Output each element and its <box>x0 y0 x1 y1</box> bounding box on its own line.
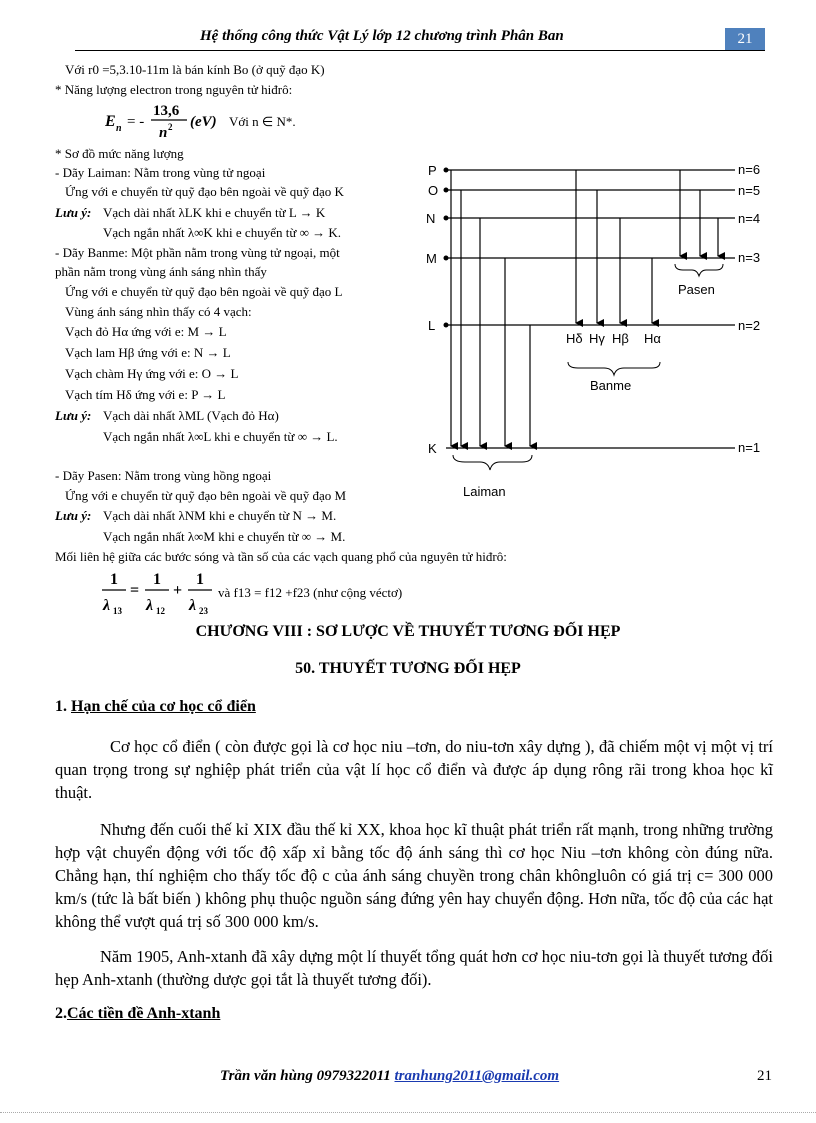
level-n2: n=2 <box>738 318 761 333</box>
h-alpha-line: Vạch đỏ Hα ứng với e: M → L <box>65 324 227 339</box>
h-gamma-label: Hγ <box>589 331 605 346</box>
svg-text:=: = <box>130 582 140 599</box>
svg-text:+: + <box>173 582 183 599</box>
level-letter-o: O <box>428 183 439 198</box>
lyman-brace <box>453 455 532 470</box>
svg-text:1: 1 <box>110 571 118 588</box>
level-n4: n=4 <box>738 211 761 226</box>
header-title: Hệ thống công thức Vật Lý lớp 12 chương trình Phân Ban <box>200 28 564 44</box>
svg-text:1: 1 <box>196 571 204 588</box>
lesson-title: 50. THUYẾT TƯƠNG ĐỐI HẸP <box>295 660 521 677</box>
paschen-brace <box>675 264 723 276</box>
level-letter-n: N <box>426 211 436 226</box>
visible-lines-heading: Vùng ánh sáng nhìn thấy có 4 vạch: <box>65 304 252 319</box>
level-letter-l: L <box>428 318 436 333</box>
svg-text:12: 12 <box>156 606 165 616</box>
energy-heading: * Năng lượng electron trong nguyên tử hiđrô: <box>55 82 293 97</box>
lyman-transition: Ứng với e chuyển từ quỹ đạo bên ngoài về quỹ đạo K <box>65 184 344 199</box>
paschen-transition: Ứng với e chuyển từ quỹ đạo bên ngoài về quỹ đạo M <box>65 488 347 503</box>
footer-email-link[interactable]: tranhung2011@gmail.com <box>394 1068 560 1084</box>
balmer-desc-cont: phần nằm trong vùng ánh sáng nhìn thấy <box>55 264 267 279</box>
lyman-shortest: Vạch ngắn nhất λ∞K khi e chuyển từ ∞ → K. <box>103 225 342 240</box>
level-letter-k: K <box>428 441 437 456</box>
level-letter-p: P <box>428 163 437 178</box>
balmer-label: Banme <box>590 378 632 393</box>
header-page-badge: 21 <box>725 28 765 50</box>
bohr-radius-line: Với r0 =5,3.10-11m là bán kính Bo (ở quỹ đạo K) <box>65 62 325 77</box>
lyman-label: Laiman <box>463 484 506 499</box>
level-letter-m: M <box>426 251 437 266</box>
svg-text:λ: λ <box>103 597 111 614</box>
relation-heading: Mối liên hệ giữa các bước sóng và tần số của các vạch quang phổ của nguyên tử hiđrô: <box>55 549 507 564</box>
section-2-number: 2. <box>55 1005 67 1022</box>
h-alpha-label: Hα <box>644 331 661 346</box>
level-n6: n=6 <box>738 162 761 177</box>
h-beta-line: Vạch lam Hβ ứng với e: N → L <box>65 345 231 360</box>
balmer-longest: Vạch dài nhất λML (Vạch đỏ Hα) <box>103 408 279 423</box>
svg-text:n: n <box>159 125 168 141</box>
level-n5: n=5 <box>738 183 761 198</box>
svg-text:13,6: 13,6 <box>153 103 180 119</box>
energy-level-diagram <box>0 0 816 520</box>
svg-text:λ: λ <box>189 597 197 614</box>
section-2-heading <box>55 1005 220 1023</box>
paragraph-2: Nhưng đến cuối thế kỉ XIX đầu thế kỉ XX, khoa học kĩ thuật phát triển rất mạnh, trong những trường hợp vật chuyển động với tốc độ xấp xỉ bằng tốc độ ánh sáng thì cơ học Niu –tơn không còn đúng nữa. Chẳng hạn, thí nghiệm cho thấy tốc độ c của ánh sáng chuyền trong chân khôngluôn có giá trị c= 300 000 km/s (tức là bất biến ) không phụ thuộc nguồn sáng đứng yên hay chuyển động. Hơn nữa, tốc độ của các hạt không thể vượt quá trị số 300 000 km/s. <box>55 820 773 931</box>
lyman-desc: - Dãy Laiman: Nằm trong vùng tử ngoại <box>55 165 266 180</box>
lyman-longest: Vạch dài nhất λLK khi e chuyển từ L → K <box>103 205 326 220</box>
level-n1: n=1 <box>738 440 761 455</box>
paschen-shortest: Vạch ngắn nhất λ∞M khi e chuyển từ ∞ → M. <box>103 529 346 544</box>
note-label: Lưu ý: <box>55 408 92 423</box>
paragraph-3: Năm 1905, Anh-xtanh đã xây dựng một lí thuyết tổng quát hơn cơ học niu-tơn gọi là thuyết tương đối hẹp Anh-xtanh (thường dược gọi tắt là thuyết tương đối). <box>55 947 773 989</box>
h-delta-label: Hδ <box>566 331 583 346</box>
svg-text:13: 13 <box>113 606 122 616</box>
paragraph-1: Cơ học cổ điển ( còn được gọi là cơ học niu –tơn, do niu-tơn xây dựng ), đã chiếm một vị một vị trí quan trọng trong sự nghiệp phát triển của vật lí học cổ điển và được áp dụng rông rãi trong khoa học kĩ thuật. <box>55 737 773 802</box>
svg-text:2: 2 <box>168 122 173 132</box>
svg-text:E: E <box>105 113 116 130</box>
note-label: Lưu ý: <box>55 205 92 220</box>
energy-formula-condition: Với n ∈ N*. <box>229 114 296 129</box>
balmer-brace <box>568 362 660 375</box>
h-gamma-line: Vạch chàm Hγ ứng với e: O → L <box>65 366 239 381</box>
paschen-desc: - Dãy Pasen: Nằm trong vùng hồng ngoại <box>55 468 272 483</box>
balmer-transition: Ứng với e chuyển từ quỹ đạo bên ngoài về quỹ đạo L <box>65 284 343 299</box>
frequency-relation: và f13 = f12 +f23 (như cộng véctơ) <box>218 585 403 600</box>
chapter-title: CHƯƠNG VIII : SƠ LƯỢC VỀ THUYẾT TƯƠNG ĐỐI HẸP <box>195 623 621 640</box>
svg-text:23: 23 <box>199 606 208 616</box>
svg-text:λ: λ <box>146 597 154 614</box>
paschen-label: Pasen <box>678 282 715 297</box>
levels-heading: * Sơ đồ mức năng lượng <box>55 146 184 161</box>
paschen-longest: Vạch dài nhất λNM khi e chuyển từ N → M. <box>103 508 337 523</box>
balmer-desc: - Dãy Banme: Một phần nằm trong vùng tử ngoại, một <box>55 245 340 260</box>
footer-author <box>220 1068 559 1085</box>
svg-text:(eV): (eV) <box>190 114 217 130</box>
page-bottom-rule <box>0 1112 816 1113</box>
section-2-title: Các tiền đề Anh-xtanh <box>67 1005 221 1022</box>
footer-page-number: 21 <box>757 1068 772 1084</box>
footer-author-text: Trần văn hùng 0979322011 <box>220 1068 395 1084</box>
note-label: Lưu ý: <box>55 508 92 523</box>
level-n3: n=3 <box>738 250 761 265</box>
section-1-title: Hạn chế của cơ học cổ điển <box>71 698 256 715</box>
section-1-number: 1. <box>55 698 71 715</box>
svg-text:1: 1 <box>153 571 161 588</box>
h-delta-line: Vạch tím Hδ ứng với e: P → L <box>65 387 226 402</box>
h-beta-label: Hβ <box>612 331 629 346</box>
svg-text:= -: = - <box>127 114 145 130</box>
balmer-shortest: Vạch ngắn nhất λ∞L khi e chuyển từ ∞ → L. <box>103 429 338 444</box>
svg-text:n: n <box>116 123 122 134</box>
section-1-heading <box>55 698 256 716</box>
